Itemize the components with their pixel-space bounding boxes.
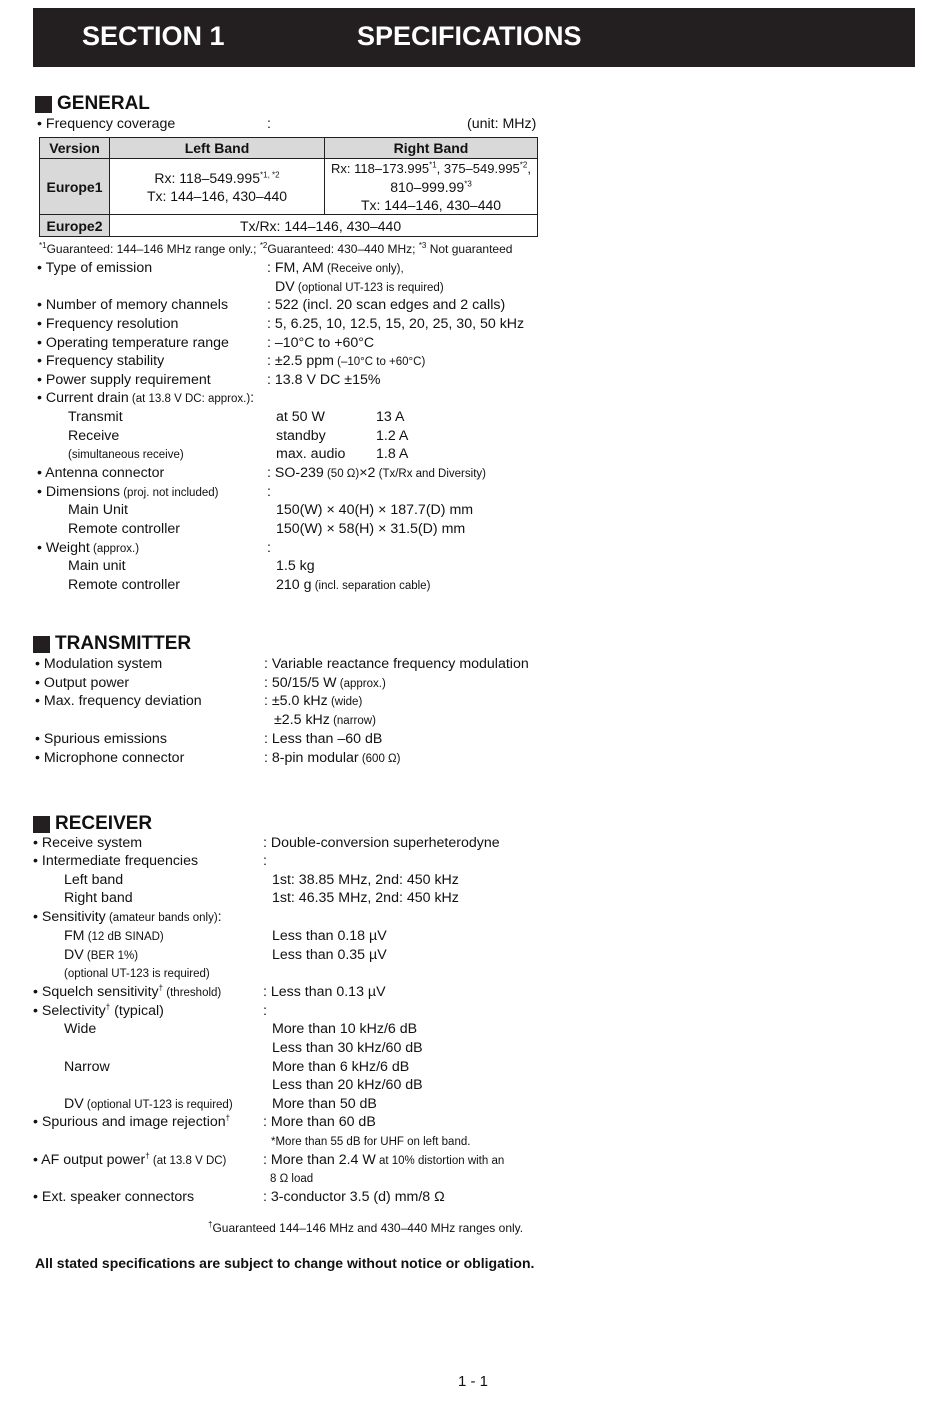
- emission-v2s: (optional UT-123 is required): [294, 282, 444, 294]
- mic-v: : 8-pin modular: [264, 750, 359, 766]
- e1-left-rx: Rx: 118–549.995: [154, 169, 261, 186]
- wremote-vs: (incl. separation cable): [311, 580, 431, 592]
- section-square-icon: [33, 816, 50, 833]
- temperature-label: • Operating temperature range: [37, 335, 229, 351]
- dv-ls: (BER 1%): [83, 950, 139, 962]
- deviation-value: [264, 692, 362, 711]
- e1-right-rx1b: , 375–549.995: [436, 161, 520, 176]
- wide-value-1: More than 10 kHz/6 dB: [272, 1021, 418, 1037]
- dim-ls: (proj. not included): [120, 487, 219, 499]
- temperature-value: : –10°C to +60°C: [267, 335, 375, 351]
- main-unit-dimensions: 150(W) × 40(H) × 187.7(D) mm: [276, 502, 474, 518]
- simultaneous-condition: max. audio: [276, 446, 346, 462]
- image-rejection-value: : More than 60 dB: [263, 1114, 376, 1130]
- weight-ls: (approx.): [89, 543, 140, 555]
- weight-main-label: Main unit: [68, 558, 126, 574]
- af-sup: †: [145, 1151, 150, 1161]
- header-left-band: Left Band: [110, 138, 325, 159]
- spurious-value: : Less than –60 dB: [264, 731, 383, 747]
- general-heading: [35, 93, 150, 115]
- antenna-vs: (50 Ω): [323, 468, 360, 480]
- fn-text3: Not guaranteed: [426, 242, 513, 256]
- dev-v2: ±2.5 kHz: [274, 712, 330, 728]
- section-number: SECTION 1: [82, 21, 225, 51]
- sel-dv-value: More than 50 dB: [272, 1096, 377, 1112]
- fm-value: Less than 0.18 µV: [272, 928, 387, 944]
- fn-sup3: *3: [418, 241, 427, 250]
- e1-left-tx: Tx: 144–146, 430–440: [146, 187, 288, 204]
- if-right-value: 1st: 46.35 MHz, 2nd: 450 kHz: [272, 890, 459, 906]
- if-label: • Intermediate frequencies: [33, 853, 199, 869]
- sel-l: • Selectivity: [33, 1003, 106, 1019]
- e1-left-rx-sup: *1, *2: [260, 169, 280, 179]
- narrow-value-1: More than 6 kHz/6 dB: [272, 1059, 410, 1075]
- antenna-vs2: (Tx/Rx and Diversity): [375, 468, 486, 480]
- dv-label: [64, 946, 138, 965]
- main-unit-label: Main Unit: [68, 502, 128, 518]
- memory-label: • Number of memory channels: [37, 297, 229, 313]
- dev-vs: (wide): [327, 696, 363, 708]
- ext-speaker-label: • Ext. speaker connectors: [33, 1189, 195, 1205]
- dev-v: : ±5.0 kHz: [264, 693, 328, 709]
- narrow-label: Narrow: [64, 1059, 110, 1075]
- guarantee-sup: †: [208, 1220, 213, 1229]
- microphone-label: • Microphone connector: [35, 750, 185, 766]
- resolution-label: • Frequency resolution: [37, 316, 179, 332]
- img-sup: †: [225, 1113, 231, 1123]
- stability-label: • Frequency stability: [37, 353, 165, 369]
- receiver-heading-text: RECEIVER: [55, 813, 153, 834]
- img-l: • Spurious and image rejection: [33, 1114, 226, 1130]
- general-heading-text: GENERAL: [57, 93, 150, 114]
- version-europe2: Europe2: [40, 215, 110, 237]
- dim-l: • Dimensions: [37, 484, 121, 500]
- dv-note: (optional UT-123 is required): [64, 968, 210, 980]
- sensitivity-label: [33, 908, 222, 927]
- resolution-value: : 5, 6.25, 10, 12.5, 15, 20, 25, 30, 50 kHz: [267, 316, 525, 332]
- transmit-condition: at 50 W: [276, 409, 325, 425]
- sq-l: • Squelch sensitivity: [33, 984, 159, 1000]
- sel-sup: †: [105, 1002, 111, 1012]
- freq-unit: (unit: MHz): [467, 116, 537, 132]
- wide-value-2: Less than 30 kHz/60 dB: [272, 1040, 423, 1056]
- seldv-ls: (optional UT-123 is required): [83, 1099, 233, 1111]
- europe2-value: Tx/Rx: 144–146, 430–440: [110, 215, 538, 237]
- simultaneous-label: (simultaneous receive): [68, 449, 184, 461]
- weight-colon: :: [267, 540, 271, 556]
- transmitter-heading: [33, 633, 191, 655]
- current-ls: (at 13.8 V DC: approx.): [128, 393, 251, 405]
- header-version: Version: [40, 138, 110, 159]
- remote-dimensions: 150(W) × 58(H) × 31.5(D) mm: [276, 521, 466, 537]
- simultaneous-value: 1.8 A: [376, 446, 409, 462]
- modulation-value: : Variable reactance frequency modulation: [264, 656, 529, 672]
- mic-vs: (600 Ω): [358, 753, 401, 765]
- weight-remote-value: [276, 576, 430, 595]
- deviation-label: • Max. frequency deviation: [35, 693, 202, 709]
- sens-ls: (amateur bands only): [105, 912, 218, 924]
- receive-system-value: : Double-conversion superheterodyne: [263, 835, 500, 851]
- receive-value: 1.2 A: [376, 428, 409, 444]
- af-v: : More than 2.4 W: [263, 1152, 376, 1168]
- antenna-v2: ×2: [359, 465, 376, 481]
- e1-right-rx2: 810–999.99: [390, 179, 465, 195]
- antenna-label: • Antenna connector: [37, 465, 165, 481]
- e1-right-tx: Tx: 144–146, 430–440: [360, 197, 502, 213]
- emission-label: • Type of emission: [37, 260, 153, 276]
- af-output-load: 8 Ω load: [270, 1173, 314, 1185]
- squelch-label: [33, 983, 221, 1002]
- weight-l: • Weight: [37, 540, 90, 556]
- dev-v2s: (narrow): [329, 715, 376, 727]
- power-supply-value: : 13.8 V DC ±15%: [267, 372, 381, 388]
- dv-value: Less than 0.35 µV: [272, 947, 387, 963]
- fn-text1: Guaranteed: 144–146 MHz range only.;: [46, 242, 260, 256]
- image-rejection-note: *More than 55 dB for UHF on left band.: [271, 1136, 471, 1148]
- emission-value-2: [275, 278, 444, 297]
- stability-v: : ±2.5 ppm: [267, 353, 334, 369]
- af-ls: (at 13.8 V DC): [149, 1155, 227, 1167]
- fn-text2: Guaranteed: 430–440 MHz;: [267, 242, 419, 256]
- output-power-value: [264, 674, 386, 693]
- antenna-value: [267, 464, 486, 483]
- if-colon: :: [263, 853, 267, 869]
- table-footnote: [39, 242, 512, 256]
- emission-vs: (Receive only),: [323, 263, 404, 275]
- guarantee-footnote: [208, 1221, 523, 1235]
- fm-ls: (12 dB SINAD): [84, 931, 164, 943]
- emission-v2: DV: [275, 279, 295, 295]
- europe1-left-band: [110, 159, 325, 215]
- section-banner: [33, 8, 915, 67]
- out-vs: (approx.): [336, 678, 386, 690]
- receive-system-label: • Receive system: [33, 835, 143, 851]
- out-v: : 50/15/5 W: [264, 675, 337, 691]
- transmit-value: 13 A: [376, 409, 405, 425]
- receive-label: Receive: [68, 428, 120, 444]
- seldv-l: DV: [64, 1096, 84, 1112]
- receive-condition: standby: [276, 428, 326, 444]
- stability-value: [267, 352, 425, 371]
- emission-value: [267, 259, 404, 278]
- sq-sup: †: [158, 983, 164, 993]
- table-row-europe2: [40, 215, 538, 237]
- if-left-label: Left band: [64, 872, 124, 888]
- if-left-value: 1st: 38.85 MHz, 2nd: 450 kHz: [272, 872, 459, 888]
- e1-right-rx1b-sup: *2: [519, 160, 528, 170]
- e1-right-rx2-sup: *3: [464, 179, 472, 189]
- if-right-label: Right band: [64, 890, 133, 906]
- emission-v: : FM, AM: [267, 260, 324, 276]
- fn-sup2: *2: [259, 241, 268, 250]
- weight-remote-label: Remote controller: [68, 577, 180, 593]
- power-supply-label: • Power supply requirement: [37, 372, 211, 388]
- squelch-value: : Less than 0.13 µV: [263, 984, 386, 1000]
- e1-right-rx1-sup: *1: [429, 160, 437, 170]
- page-title: SPECIFICATIONS: [357, 21, 582, 51]
- wide-label: Wide: [64, 1021, 97, 1037]
- antenna-v: : SO-239: [267, 465, 324, 481]
- fm-label: [64, 927, 164, 946]
- page-number: 1 - 1: [458, 1373, 489, 1390]
- stability-vs: (–10°C to +60°C): [333, 356, 426, 368]
- freq-coverage-label: • Frequency coverage: [37, 116, 176, 132]
- current-l: • Current drain: [37, 390, 129, 406]
- ext-speaker-value: : 3-conductor 3.5 (d) mm/8 Ω: [263, 1189, 445, 1205]
- af-output-value: [263, 1151, 504, 1170]
- table-header-row: [40, 138, 538, 159]
- guarantee-text: Guaranteed 144–146 MHz and 430–440 MHz ranges only.: [212, 1221, 524, 1235]
- dv-l: DV: [64, 947, 84, 963]
- frequency-table: [39, 137, 538, 237]
- dimensions-label: [37, 483, 218, 502]
- modulation-label: • Modulation system: [35, 656, 163, 672]
- memory-value: : 522 (incl. 20 scan edges and 2 calls): [267, 297, 506, 313]
- header-right-band: Right Band: [325, 138, 538, 159]
- narrow-value-2: Less than 20 kHz/60 dB: [272, 1077, 423, 1093]
- selectivity-colon: :: [263, 1003, 267, 1019]
- freq-coverage-colon: :: [267, 116, 271, 132]
- sens-l: • Sensitivity: [33, 909, 106, 925]
- weight-label: [37, 539, 139, 558]
- current-drain-label: [37, 389, 254, 408]
- transmitter-heading-text: TRANSMITTER: [55, 633, 192, 654]
- af-output-label: [33, 1151, 226, 1170]
- sens-lc: :: [217, 909, 222, 925]
- deviation-value-2: [274, 711, 376, 730]
- e1-right-rx1: Rx: 118–173.995: [331, 161, 430, 176]
- wremote-v: 210 g: [276, 577, 312, 593]
- version-europe1: Europe1: [40, 159, 110, 215]
- sq-ls: (threshold): [163, 987, 222, 999]
- af-l: • AF output power: [33, 1152, 146, 1168]
- table-row-europe1: [40, 159, 538, 215]
- section-square-icon: [35, 96, 52, 113]
- remote-label: Remote controller: [68, 521, 180, 537]
- dimensions-colon: :: [267, 484, 271, 500]
- current-lc: :: [250, 390, 255, 406]
- microphone-value: [264, 749, 400, 768]
- af-vs: at 10% distortion with an: [375, 1155, 505, 1167]
- change-notice: All stated specifications are subject to change without notice or obligation.: [35, 1255, 535, 1271]
- europe1-right-band: [325, 159, 538, 215]
- sel-dv-label: [64, 1095, 233, 1114]
- output-power-label: • Output power: [35, 675, 130, 691]
- fm-l: FM: [64, 928, 85, 944]
- image-rejection-label: [33, 1113, 230, 1131]
- e1-right-rx1c: ,: [527, 161, 531, 176]
- selectivity-label: [33, 1002, 164, 1020]
- sel-l2: (typical): [110, 1003, 164, 1019]
- receiver-heading: [33, 813, 152, 835]
- fn-sup1: *1: [39, 241, 47, 250]
- spurious-label: • Spurious emissions: [35, 731, 167, 747]
- section-square-icon: [33, 636, 50, 653]
- transmit-label: Transmit: [68, 409, 123, 425]
- weight-main-value: 1.5 kg: [276, 558, 315, 574]
